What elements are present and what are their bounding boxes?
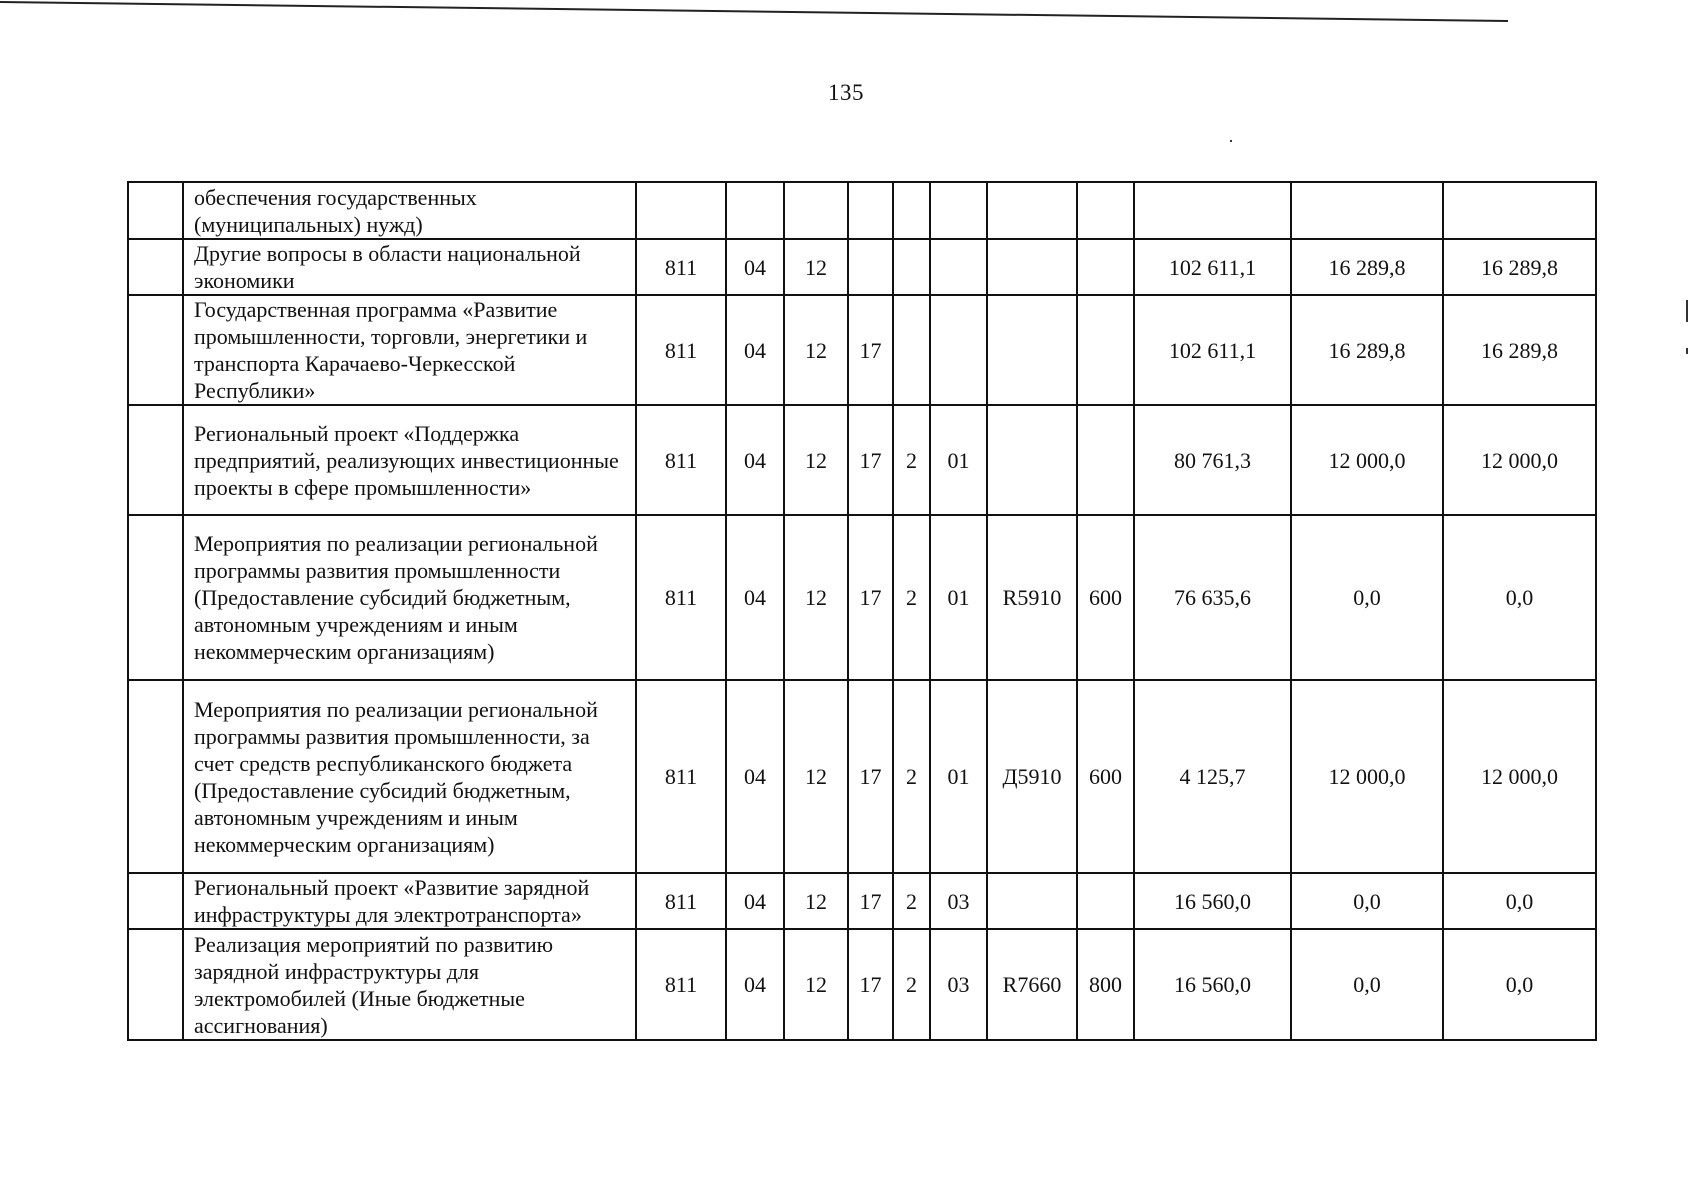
amount-year-3: 12 000,0 (1443, 680, 1596, 873)
amount-year-1: 80 761,3 (1134, 405, 1291, 515)
row-name: Государственная программа «Развитие промышленности, торговли, энергетики и транспорта Карачаево-Черкесской Республики» (183, 295, 636, 405)
row-name: Другие вопросы в области национальной экономики (183, 239, 636, 295)
section-code: 04 (726, 873, 784, 929)
section-code: 04 (726, 929, 784, 1040)
ved-code: 811 (636, 873, 726, 929)
table-row (128, 182, 1596, 239)
target-article-type (893, 295, 930, 405)
table-row (128, 929, 1596, 1040)
expense-type-code: 600 (1077, 680, 1134, 873)
target-article-project: 01 (930, 515, 987, 680)
row-name: Мероприятия по реализации региональной программы развития промышленности, за счет средств республиканского бюджета (Предоставление субсидий бюджетным, автономным учреждениям и иным некоммерческим организациям) (183, 680, 636, 873)
expense-type-code (1077, 405, 1134, 515)
section-code: 04 (726, 239, 784, 295)
target-article-direction: Д5910 (987, 680, 1077, 873)
table-row (128, 680, 1596, 873)
amount-year-2: 12 000,0 (1291, 405, 1443, 515)
row-name: Региональный проект «Поддержка предприятий, реализующих инвестиционные проекты в сфере промышленности» (183, 405, 636, 515)
amount-year-2: 16 289,8 (1291, 239, 1443, 295)
row-index-cell (128, 873, 183, 929)
section-code: 04 (726, 295, 784, 405)
ved-code: 811 (636, 295, 726, 405)
row-name: Мероприятия по реализации региональной программы развития промышленности (Предоставление субсидий бюджетным, автономным учреждениям и иным некоммерческим организациям) (183, 515, 636, 680)
subsection-code: 12 (784, 680, 848, 873)
expense-type-code (1077, 873, 1134, 929)
amount-year-2 (1291, 182, 1443, 239)
amount-year-2: 0,0 (1291, 515, 1443, 680)
subsection-code: 12 (784, 873, 848, 929)
target-article-direction (987, 239, 1077, 295)
amount-year-3: 12 000,0 (1443, 405, 1596, 515)
amount-year-1: 4 125,7 (1134, 680, 1291, 873)
row-index-cell (128, 182, 183, 239)
amount-year-3: 0,0 (1443, 929, 1596, 1040)
target-article-type: 2 (893, 873, 930, 929)
row-index-cell (128, 405, 183, 515)
target-article-project: 03 (930, 873, 987, 929)
amount-year-3: 16 289,8 (1443, 295, 1596, 405)
target-article-program (848, 182, 893, 239)
row-index-cell (128, 295, 183, 405)
scan-speck (1230, 140, 1232, 142)
table-row (128, 239, 1596, 295)
amount-year-3: 0,0 (1443, 873, 1596, 929)
target-article-direction (987, 295, 1077, 405)
row-name: обеспечения государственных (муниципальных) нужд) (183, 182, 636, 239)
amount-year-1: 102 611,1 (1134, 295, 1291, 405)
amount-year-1: 102 611,1 (1134, 239, 1291, 295)
target-article-project (930, 239, 987, 295)
target-article-program: 17 (848, 929, 893, 1040)
target-article-program: 17 (848, 873, 893, 929)
target-article-project: 03 (930, 929, 987, 1040)
expense-type-code (1077, 182, 1134, 239)
target-article-program: 17 (848, 405, 893, 515)
table-row (128, 873, 1596, 929)
expense-type-code: 600 (1077, 515, 1134, 680)
target-article-type: 2 (893, 929, 930, 1040)
row-index-cell (128, 680, 183, 873)
section-code: 04 (726, 680, 784, 873)
expense-type-code: 800 (1077, 929, 1134, 1040)
subsection-code: 12 (784, 515, 848, 680)
ved-code: 811 (636, 929, 726, 1040)
subsection-code: 12 (784, 295, 848, 405)
ved-code: 811 (636, 405, 726, 515)
target-article-type: 2 (893, 515, 930, 680)
scan-speck (1686, 300, 1688, 322)
amount-year-3: 16 289,8 (1443, 239, 1596, 295)
row-name: Реализация мероприятий по развитию зарядной инфраструктуры для электромобилей (Иные бюджетные ассигнования) (183, 929, 636, 1040)
amount-year-1 (1134, 182, 1291, 239)
row-name: Региональный проект «Развитие зарядной инфраструктуры для электротранспорта» (183, 873, 636, 929)
table-row (128, 405, 1596, 515)
expense-type-code (1077, 295, 1134, 405)
target-article-type (893, 239, 930, 295)
target-article-type: 2 (893, 405, 930, 515)
target-article-direction (987, 182, 1077, 239)
top-scan-rule (0, 0, 1510, 22)
section-code: 04 (726, 515, 784, 680)
amount-year-3: 0,0 (1443, 515, 1596, 680)
section-code (726, 182, 784, 239)
target-article-program: 17 (848, 295, 893, 405)
table-row (128, 515, 1596, 680)
section-code: 04 (726, 405, 784, 515)
ved-code (636, 182, 726, 239)
target-article-direction (987, 873, 1077, 929)
subsection-code (784, 182, 848, 239)
expense-type-code (1077, 239, 1134, 295)
amount-year-1: 16 560,0 (1134, 873, 1291, 929)
target-article-type (893, 182, 930, 239)
target-article-project: 01 (930, 680, 987, 873)
amount-year-1: 76 635,6 (1134, 515, 1291, 680)
scan-speck (1686, 348, 1688, 354)
target-article-direction: R7660 (987, 929, 1077, 1040)
target-article-project: 01 (930, 405, 987, 515)
amount-year-1: 16 560,0 (1134, 929, 1291, 1040)
ved-code: 811 (636, 239, 726, 295)
amount-year-2: 0,0 (1291, 873, 1443, 929)
row-index-cell (128, 515, 183, 680)
budget-table (127, 181, 1597, 1041)
page-number: 135 (828, 80, 864, 105)
target-article-program (848, 239, 893, 295)
subsection-code: 12 (784, 929, 848, 1040)
target-article-program: 17 (848, 680, 893, 873)
target-article-direction (987, 405, 1077, 515)
target-article-type: 2 (893, 680, 930, 873)
row-index-cell (128, 929, 183, 1040)
ved-code: 811 (636, 680, 726, 873)
target-article-direction: R5910 (987, 515, 1077, 680)
row-index-cell (128, 239, 183, 295)
amount-year-3 (1443, 182, 1596, 239)
subsection-code: 12 (784, 239, 848, 295)
amount-year-2: 16 289,8 (1291, 295, 1443, 405)
ved-code: 811 (636, 515, 726, 680)
subsection-code: 12 (784, 405, 848, 515)
amount-year-2: 12 000,0 (1291, 680, 1443, 873)
table-row (128, 295, 1596, 405)
target-article-project (930, 182, 987, 239)
amount-year-2: 0,0 (1291, 929, 1443, 1040)
target-article-project (930, 295, 987, 405)
target-article-program: 17 (848, 515, 893, 680)
